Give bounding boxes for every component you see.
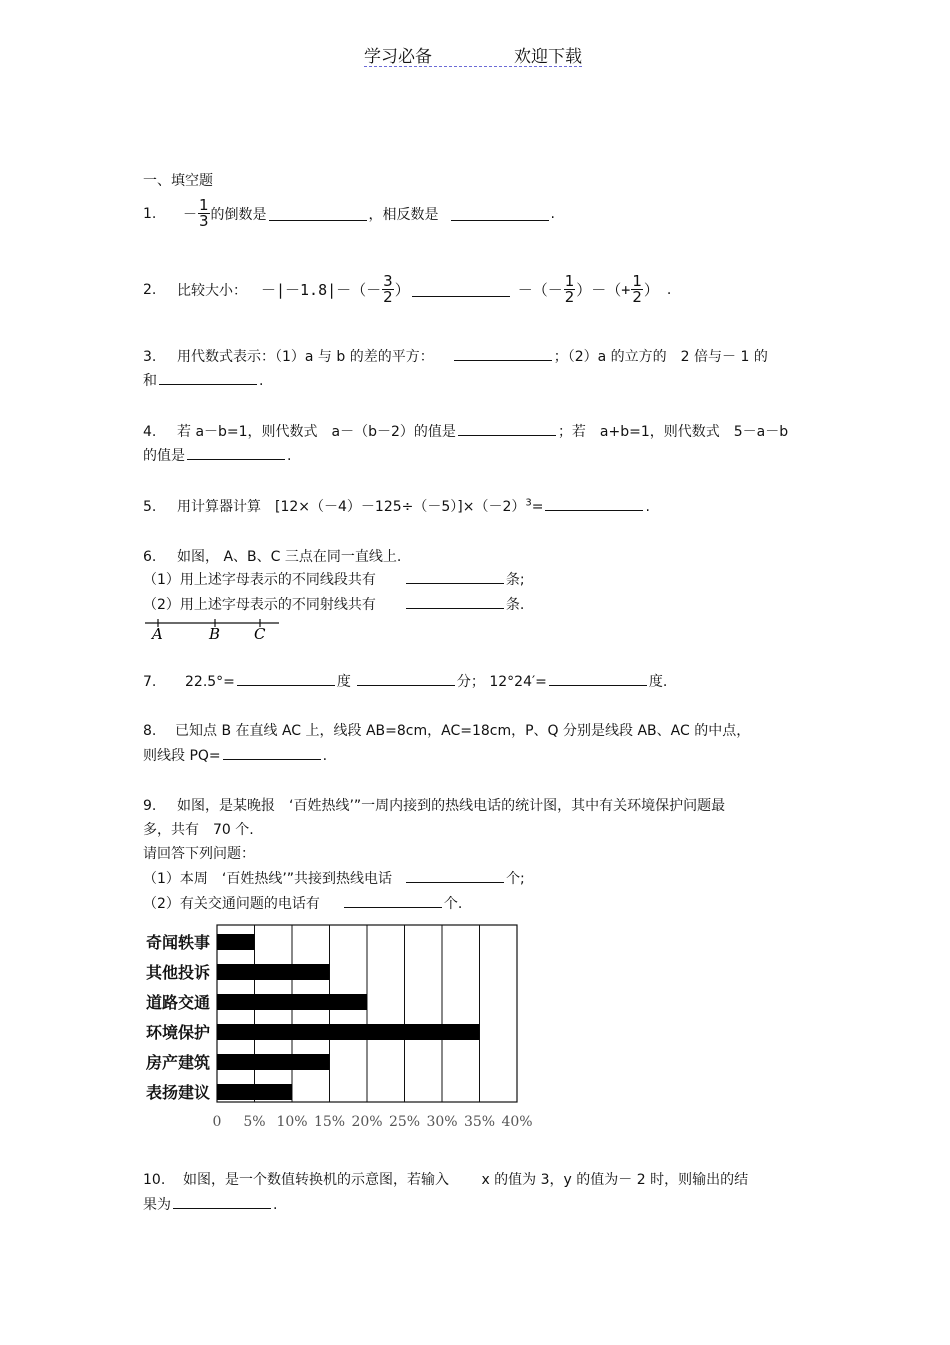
q3-line-1: 用代数式表示：（1）a 与 b 的差的平方：: [177, 349, 434, 365]
q6-number: 6.: [143, 549, 157, 565]
q2-expr-3: ）－（+: [576, 281, 631, 299]
question-8-line-1: [143, 720, 750, 740]
q1-number: 1.: [143, 205, 157, 222]
q9-line-1: 如图，是某晚报 ‘百姓热线’”一周内接到的热线电话的统计图，其中有关环境保护问题最: [177, 798, 726, 814]
q4-answer-blank-1[interactable]: [458, 421, 556, 436]
question-4-line-1: [143, 421, 788, 441]
q2-fraction-2: [564, 274, 576, 305]
q8-end: .: [322, 748, 328, 764]
q6-answer-blank-1[interactable]: [406, 569, 504, 584]
q2-label: 比较大小：: [177, 282, 247, 299]
q1-answer-blank-1[interactable]: [269, 206, 367, 221]
q1-text-1: 的倒数是: [210, 206, 267, 223]
q9-sub-1-end: 个;: [506, 871, 525, 887]
q2-f3-numerator: 1: [632, 272, 642, 290]
page-header: [364, 42, 582, 67]
q9-sub-2-end: 个.: [443, 896, 463, 912]
q10-end: .: [273, 1197, 278, 1213]
q7-answer-blank-1[interactable]: [237, 671, 335, 686]
x-tick-label: 15%: [313, 1114, 346, 1130]
question-5: [143, 496, 650, 516]
category-label: 奇闻轶事: [146, 933, 211, 952]
q10-line-2: 果为: [143, 1197, 171, 1213]
question-7: [143, 671, 667, 691]
bar: [217, 964, 330, 980]
q8-line-2: 则线段 PQ=: [143, 748, 221, 764]
q8-answer-blank[interactable]: [223, 745, 321, 760]
q6-sub-2-end: 条.: [505, 597, 525, 613]
q6-sub-1: （1）用上述字母表示的不同线段共有: [143, 572, 376, 588]
q6-answer-blank-2[interactable]: [406, 594, 504, 609]
q2-expr-2: －（－: [517, 281, 563, 299]
q2-expr-1: －|－1.8|－（－: [261, 281, 382, 299]
q4-number: 4.: [143, 424, 157, 440]
q1-end: .: [550, 205, 555, 222]
q2-f1-denominator: 2: [383, 288, 393, 306]
question-6-line-3: [143, 594, 524, 614]
q2-f2-denominator: 2: [564, 288, 575, 306]
q9-number: 9.: [143, 798, 157, 814]
q3-mid: ；（2）a 的立方的 2 倍与－ 1 的: [553, 349, 768, 365]
q1-answer-blank-2[interactable]: [451, 206, 549, 221]
q2-f3-denominator: 2: [632, 288, 642, 306]
q2-f2-numerator: 1: [564, 272, 575, 290]
q4-mid: ；若 a+b=1，则代数式 5－a－b: [557, 424, 789, 440]
question-6-line-2: [143, 569, 525, 589]
question-10-line-1: [143, 1169, 748, 1189]
question-1: [143, 198, 555, 229]
q4-end: .: [287, 448, 292, 464]
point-c-label: C: [254, 625, 266, 643]
q2-fraction-1: [382, 274, 394, 305]
x-tick-label: 35%: [463, 1114, 496, 1130]
q2-number: 2.: [143, 281, 157, 298]
q10-number: 10.: [143, 1172, 166, 1188]
question-9-line-4: [143, 868, 525, 888]
section-title: 一、填空题: [143, 173, 213, 189]
q7-answer-blank-3[interactable]: [549, 671, 647, 686]
category-label: 表扬建议: [146, 1083, 211, 1102]
q7-d: 度.: [648, 674, 668, 690]
question-9-line-3: 请回答下列问题：: [143, 846, 255, 862]
x-tick-label: 40%: [501, 1114, 533, 1130]
q3-answer-blank-1[interactable]: [454, 346, 552, 361]
x-tick-label: 10%: [276, 1114, 308, 1130]
q6-line-1: 如图， A、B、C 三点在同一直线上.: [177, 549, 402, 565]
q9-answer-blank-2[interactable]: [344, 893, 442, 908]
question-9-line-5: [143, 893, 462, 913]
q5-eq: =: [531, 499, 544, 515]
category-label: 其他投诉: [146, 963, 211, 982]
q6-sub-1-end: 条;: [505, 572, 525, 588]
question-8-line-2: [143, 745, 327, 765]
x-tick-label: 5%: [243, 1114, 266, 1130]
question-3-line-1: [143, 346, 768, 366]
bar: [217, 994, 367, 1010]
q3-answer-blank-2[interactable]: [159, 370, 257, 385]
q3-end: .: [259, 373, 264, 389]
q2-close-3: ）: [643, 281, 659, 299]
x-tick-label: 30%: [426, 1114, 458, 1130]
q7-c: 分； 12°24′=: [456, 674, 547, 690]
q7-b: 度: [336, 674, 351, 690]
q9-sub-1: （1）本周 ‘百姓热线’”共接到热线电话: [143, 871, 393, 887]
line-diagram-abc: [143, 617, 283, 643]
x-tick-label: 0: [212, 1114, 222, 1130]
q1-frac-denominator: 3: [199, 212, 209, 230]
point-b-label: B: [209, 625, 221, 643]
x-tick-label: 25%: [388, 1114, 421, 1130]
question-3-line-2: [143, 370, 263, 390]
category-label: 环境保护: [146, 1023, 211, 1042]
q7-answer-blank-2[interactable]: [357, 671, 455, 686]
q2-f1-numerator: 3: [383, 272, 393, 290]
q8-number: 8.: [143, 723, 157, 739]
q10-line-1: 如图，是一个数值转换机的示意图，若输入 x 的值为 3，y 的值为－ 2 时，则输出的结: [183, 1172, 749, 1188]
q2-fraction-3: [631, 274, 643, 305]
category-label: 道路交通: [146, 993, 211, 1012]
q8-line-1: 已知点 B 在直线 AC 上，线段 AB=8cm，AC=18cm，P、Q 分别是线段 AB、AC 的中点，: [175, 723, 751, 739]
bar: [217, 1054, 330, 1070]
q5-end: .: [645, 499, 650, 515]
header-left: 学习必备: [364, 47, 432, 67]
q5-answer-blank[interactable]: [545, 496, 643, 511]
question-2: [143, 274, 671, 305]
x-tick-label: 20%: [351, 1114, 383, 1130]
q2-answer-blank[interactable]: [412, 282, 510, 297]
q3-line-2: 和: [143, 373, 157, 389]
point-a-label: A: [152, 625, 163, 643]
q9-answer-blank-1[interactable]: [406, 868, 504, 883]
bar: [217, 934, 255, 950]
q7-a: 22.5°=: [185, 674, 235, 690]
question-9-line-2: 多，共有 70 个.: [143, 822, 254, 838]
header-right: 欢迎下载: [514, 47, 582, 67]
q1-minus: －: [183, 206, 197, 223]
q6-sub-2: （2）用上述字母表示的不同射线共有: [143, 597, 376, 613]
q2-close-1: ）: [394, 281, 410, 299]
question-6-line-1: [143, 546, 401, 566]
q4-line-1: 若 a－b=1，则代数式 a－（b－2）的值是: [177, 424, 456, 440]
q1-frac-numerator: 1: [199, 196, 209, 214]
hotline-bar-chart: [140, 918, 540, 1134]
bar: [217, 1024, 480, 1040]
q5-text: 用计算器计算 [12×（－4）－125÷（－5）]×（－2）: [177, 499, 526, 515]
q5-number: 5.: [143, 499, 157, 515]
q4-line-2: 的值是: [143, 448, 185, 464]
question-9-line-1: [143, 795, 725, 815]
q5-exponent: 3: [525, 497, 532, 509]
category-label: 房产建筑: [146, 1053, 211, 1072]
q7-number: 7.: [143, 674, 157, 690]
q9-sub-2: （2）有关交通问题的电话有: [143, 896, 320, 912]
q10-answer-blank[interactable]: [173, 1194, 271, 1209]
q2-end: .: [666, 281, 672, 298]
q1-fraction: [198, 198, 210, 229]
question-10-line-2: [143, 1194, 277, 1214]
q3-number: 3.: [143, 349, 157, 365]
bar: [217, 1084, 292, 1100]
question-4-line-2: [143, 445, 291, 465]
q1-text-2: ，相反数是: [368, 206, 439, 223]
q4-answer-blank-2[interactable]: [187, 445, 285, 460]
